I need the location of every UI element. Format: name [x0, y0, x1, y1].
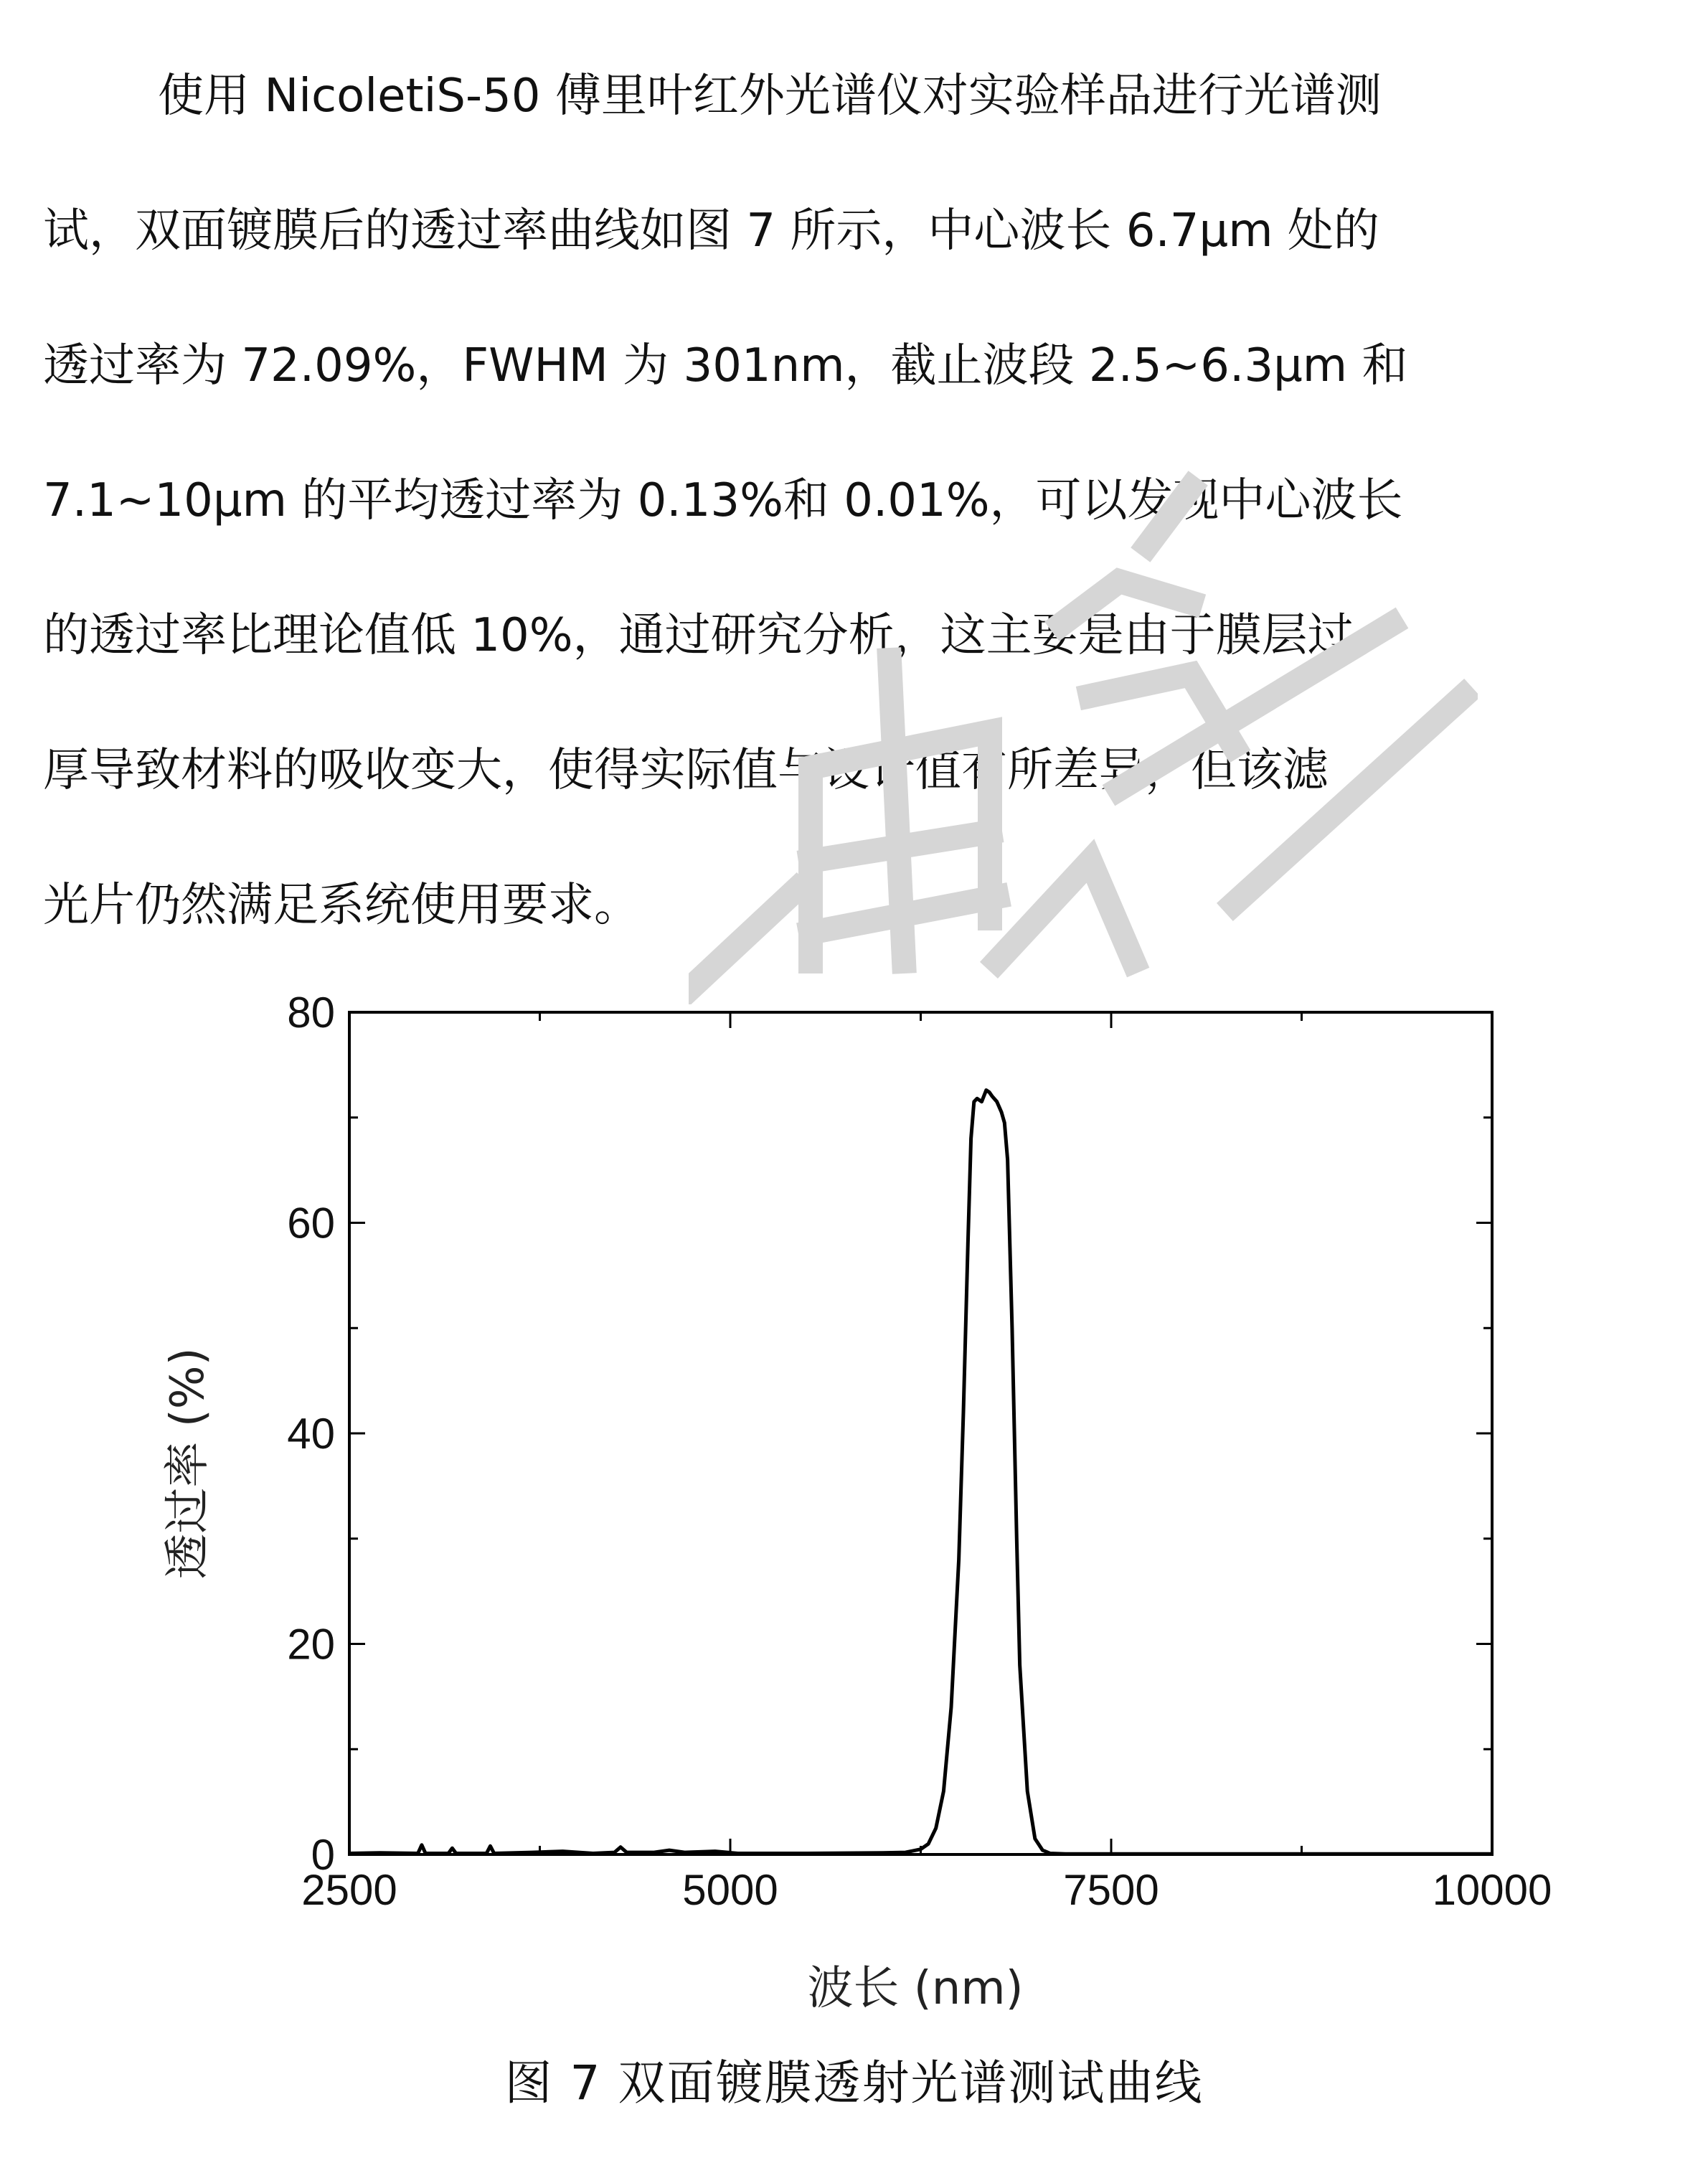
paragraph-line: 试，双面镀膜后的透过率曲线如图 7 所示，中心波长 6.7μm 处的 — [43, 204, 1379, 258]
x-tick-label: 5000 — [682, 1866, 778, 1914]
x-tick-label: 2500 — [301, 1866, 397, 1914]
y-tick-label: 60 — [287, 1199, 335, 1248]
paragraph-line: 光片仍然满足系统使用要求。 — [43, 879, 640, 932]
paragraph-line: 的透过率比理论值低 10%，通过研究分析，这主要是由于膜层过 — [43, 609, 1354, 662]
paragraph-line: 厚导致材料的吸收变大，使得实际值与设计值有所差异，但该滤 — [43, 744, 1329, 797]
paragraph-line: 透过率为 72.09%，FWHM 为 301nm，截止波段 2.5~6.3μm 和 — [43, 339, 1408, 392]
plot-border — [349, 1012, 1492, 1854]
y-tick-label: 0 — [311, 1831, 335, 1879]
axis-ticks — [349, 1012, 1492, 1854]
tick-labels — [287, 989, 1552, 1914]
plot-frame — [349, 1012, 1492, 1854]
y-tick-label: 40 — [287, 1410, 335, 1458]
y-tick-label: 80 — [287, 989, 335, 1037]
x-tick-label: 10000 — [1432, 1866, 1552, 1914]
transmission-curve — [349, 1090, 1492, 1854]
x-tick-label: 7500 — [1063, 1866, 1159, 1914]
figure-caption: 图 7 双面镀膜透射光谱测试曲线 — [504, 2055, 1204, 2111]
paragraph-line: 使用 NicoletiS-50 傅里叶红外光谱仪对实验样品进行光谱测 — [158, 70, 1382, 123]
paragraph-line: 7.1~10μm 的平均透过率为 0.13%和 0.01%，可以发现中心波长 — [43, 474, 1403, 527]
y-tick-label: 20 — [287, 1620, 335, 1669]
y-axis-label: 透过率 (%) — [161, 1347, 214, 1580]
x-axis-label: 波长 (nm) — [807, 1962, 1024, 2015]
